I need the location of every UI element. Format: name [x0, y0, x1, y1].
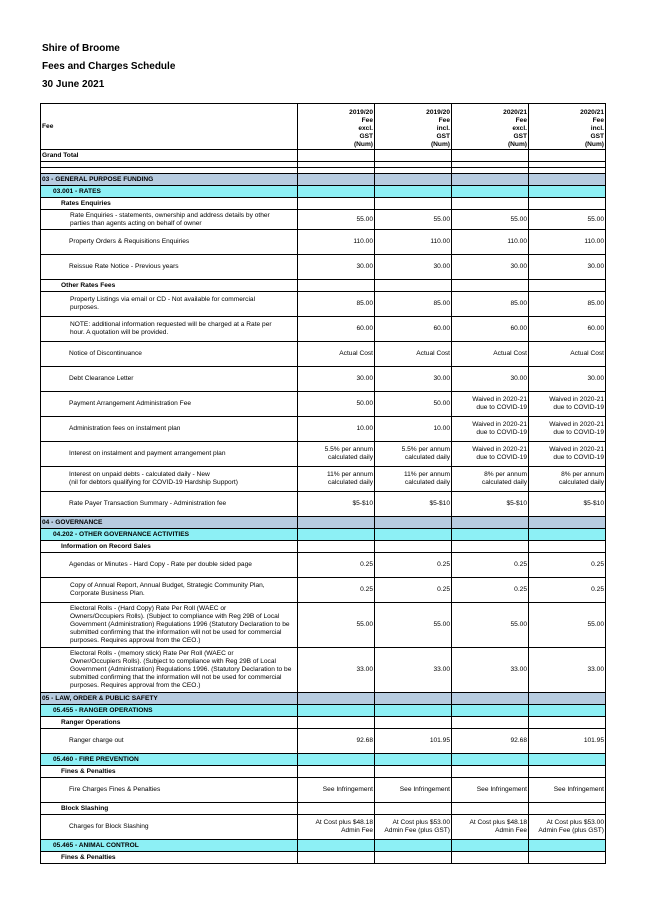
fee-2019-20-incl: 60.00 [375, 317, 452, 342]
fee-2019-20-excl: 11% per annum calculated daily [298, 467, 375, 492]
fee-2019-20-excl: 0.25 [298, 578, 375, 603]
fee-2019-20-excl: 30.00 [298, 255, 375, 280]
category-row [41, 852, 606, 864]
organisation-name: Shire of Broome [42, 43, 120, 54]
fee-2019-20-excl: 55.00 [298, 603, 375, 648]
column-header-2019-20-incl: 2019/20 Fee incl. GST (Num) [375, 104, 452, 150]
table-row [41, 492, 606, 517]
fee-2020-21-excl: 55.00 [452, 603, 529, 648]
fee-2019-20-excl: See Infringement [298, 778, 375, 803]
fee-description: Reissue Rate Notice - Previous years [41, 255, 298, 280]
column-header-fee: Fee [41, 104, 298, 150]
fee-description: Rate Enquiries - statements, ownership and address details by other parties than agents acting on behalf of owner [41, 210, 298, 230]
fee-2020-21-excl: Waived in 2020-21 due to COVID-19 [452, 417, 529, 442]
table-row [41, 255, 606, 280]
fee-2020-21-excl: 0.25 [452, 578, 529, 603]
fee-2020-21-excl: At Cost plus $48.18 Admin Fee [452, 815, 529, 840]
section-row [41, 174, 606, 186]
fee-2020-21-incl: At Cost plus $53.00 Admin Fee (plus GST) [529, 815, 606, 840]
subsection-row [41, 840, 606, 852]
table-row [41, 342, 606, 367]
fee-2019-20-incl: 55.00 [375, 603, 452, 648]
fee-2019-20-incl: Actual Cost [375, 342, 452, 367]
fees-table [40, 103, 606, 864]
fee-2020-21-incl: 33.00 [529, 648, 606, 693]
fee-description: Copy of Annual Report, Annual Budget, Strategic Community Plan, Corporate Business Plan. [41, 578, 298, 603]
category-row [41, 803, 606, 815]
category-label: Fines & Penalties [41, 766, 298, 778]
fee-2020-21-excl: 0.25 [452, 553, 529, 578]
table-row [41, 210, 606, 230]
fee-description: Ranger charge out [41, 729, 298, 754]
fee-2020-21-incl: $5-$10 [529, 492, 606, 517]
fee-description: Charges for Block Slashing [41, 815, 298, 840]
fee-2019-20-incl: 50.00 [375, 392, 452, 417]
fee-2020-21-excl: 30.00 [452, 255, 529, 280]
fee-2020-21-incl: 110.00 [529, 230, 606, 255]
section-row [41, 693, 606, 705]
fee-2020-21-incl: 0.25 [529, 553, 606, 578]
fee-description: Fire Charges Fines & Penalties [41, 778, 298, 803]
fee-2020-21-excl: 85.00 [452, 292, 529, 317]
table-row [41, 729, 606, 754]
fee-2019-20-incl: 5.5% per annum calculated daily [375, 442, 452, 467]
fee-2020-21-incl: 30.00 [529, 255, 606, 280]
fee-2020-21-excl: 30.00 [452, 367, 529, 392]
grand-total-label: Grand Total [41, 150, 298, 162]
section-label: 03 - GENERAL PURPOSE FUNDING [41, 174, 298, 186]
fee-2019-20-incl: $5-$10 [375, 492, 452, 517]
subsection-row [41, 754, 606, 766]
category-label: Fines & Penalties [41, 852, 298, 864]
document-date: 30 June 2021 [42, 79, 105, 90]
fee-description: Agendas or Minutes - Hard Copy - Rate per double sided page [41, 553, 298, 578]
fee-2019-20-incl: 0.25 [375, 578, 452, 603]
fee-2019-20-incl: See Infringement [375, 778, 452, 803]
category-row [41, 198, 606, 210]
fee-2020-21-incl: 101.95 [529, 729, 606, 754]
grand-total-row [41, 150, 606, 162]
fee-2020-21-excl: 55.00 [452, 210, 529, 230]
category-label: Block Slashing [41, 803, 298, 815]
fee-description: Interest on unpaid debts - calculated daily - New (nil for debtors qualifying for COVID-19 Hardship Support) [41, 467, 298, 492]
fee-2019-20-incl: 0.25 [375, 553, 452, 578]
fee-description: Administration fees on instalment plan [41, 417, 298, 442]
fee-description: Property Orders & Requisitions Enquiries [41, 230, 298, 255]
fee-2020-21-incl: 0.25 [529, 578, 606, 603]
fee-2019-20-excl: 60.00 [298, 317, 375, 342]
section-row [41, 517, 606, 529]
document-title: Fees and Charges Schedule [42, 61, 176, 72]
subsection-row [41, 186, 606, 198]
fee-2019-20-excl: 55.00 [298, 210, 375, 230]
fee-2020-21-excl: 92.68 [452, 729, 529, 754]
section-label: 05 - LAW, ORDER & PUBLIC SAFETY [41, 693, 298, 705]
table-row [41, 392, 606, 417]
table-row [41, 317, 606, 342]
fee-2020-21-excl: $5-$10 [452, 492, 529, 517]
category-label: Other Rates Fees [41, 280, 298, 292]
table-row [41, 648, 606, 693]
fee-2020-21-excl: Actual Cost [452, 342, 529, 367]
fee-description: Payment Arrangement Administration Fee [41, 392, 298, 417]
table-row [41, 578, 606, 603]
subsection-row [41, 705, 606, 717]
fee-2020-21-incl: 85.00 [529, 292, 606, 317]
fee-2020-21-incl: 30.00 [529, 367, 606, 392]
fee-2019-20-incl: 101.95 [375, 729, 452, 754]
fee-2019-20-incl: 30.00 [375, 367, 452, 392]
fee-2020-21-incl: Actual Cost [529, 342, 606, 367]
table-row [41, 553, 606, 578]
fee-2019-20-excl: Actual Cost [298, 342, 375, 367]
fee-2020-21-excl: 110.00 [452, 230, 529, 255]
fee-2019-20-excl: 92.68 [298, 729, 375, 754]
table-row [41, 417, 606, 442]
category-row [41, 541, 606, 553]
fee-2019-20-incl: 110.00 [375, 230, 452, 255]
table-row [41, 778, 606, 803]
fee-description: Property Listings via email or CD - Not available for commercial purposes. [41, 292, 298, 317]
category-label: Information on Record Sales [41, 541, 298, 553]
table-row [41, 230, 606, 255]
fee-description: Interest on instalment and payment arrangement plan [41, 442, 298, 467]
fee-2020-21-excl: 8% per annum calculated daily [452, 467, 529, 492]
subsection-label: 05.465 - ANIMAL CONTROL [41, 840, 298, 852]
table-row [41, 292, 606, 317]
column-header-2020-21-incl: 2020/21 Fee incl. GST (Num) [529, 104, 606, 150]
fee-2019-20-incl: 33.00 [375, 648, 452, 693]
fee-2019-20-excl: 10.00 [298, 417, 375, 442]
table-row [41, 467, 606, 492]
fee-2019-20-incl: 30.00 [375, 255, 452, 280]
fee-description: Rate Payer Transaction Summary - Administration fee [41, 492, 298, 517]
subsection-label: 05.460 - FIRE PREVENTION [41, 754, 298, 766]
table-row [41, 603, 606, 648]
fee-2020-21-excl: See Infringement [452, 778, 529, 803]
section-label: 04 - GOVERNANCE [41, 517, 298, 529]
fee-description: NOTE: additional information requested will be charged at a Rate per hour. A quotation will be provided. [41, 317, 298, 342]
fee-2019-20-excl: 50.00 [298, 392, 375, 417]
fee-description: Electoral Rolls - (memory stick) Rate Per Roll (WAEC or Owner/Occupiers Rolls). (Subject to compliance with Reg 29B of Local Government (Administration) Regulations 1996. (Statutory Declaration to be submitted confirming that the information will not be used for commercial purposes. Requires approval from the CEO.) [41, 648, 298, 693]
fee-2019-20-excl: 85.00 [298, 292, 375, 317]
table-row [41, 442, 606, 467]
table-row [41, 367, 606, 392]
fee-2019-20-excl: 0.25 [298, 553, 375, 578]
fee-2020-21-incl: Waived in 2020-21 due to COVID-19 [529, 417, 606, 442]
category-row [41, 766, 606, 778]
fee-2019-20-excl: 5.5% per annum calculated daily [298, 442, 375, 467]
subsection-label: 03.001 - RATES [41, 186, 298, 198]
subsection-row [41, 529, 606, 541]
fee-2019-20-incl: 11% per annum calculated daily [375, 467, 452, 492]
category-row [41, 717, 606, 729]
fee-2020-21-incl: Waived in 2020-21 due to COVID-19 [529, 442, 606, 467]
category-label: Ranger Operations [41, 717, 298, 729]
fee-2019-20-incl: 85.00 [375, 292, 452, 317]
fee-2019-20-excl: At Cost plus $48.18 Admin Fee [298, 815, 375, 840]
fee-2019-20-excl: 33.00 [298, 648, 375, 693]
table-header-row [41, 104, 606, 150]
fee-description: Notice of Discontinuance [41, 342, 298, 367]
subsection-label: 04.202 - OTHER GOVERNANCE ACTIVITIES [41, 529, 298, 541]
fee-2019-20-incl: 10.00 [375, 417, 452, 442]
fee-2020-21-incl: 60.00 [529, 317, 606, 342]
fee-2020-21-excl: 60.00 [452, 317, 529, 342]
subsection-label: 05.455 - RANGER OPERATIONS [41, 705, 298, 717]
fee-description: Debt Clearance Letter [41, 367, 298, 392]
fee-2020-21-excl: Waived in 2020-21 due to COVID-19 [452, 442, 529, 467]
table-row [41, 815, 606, 840]
fee-2020-21-excl: Waived in 2020-21 due to COVID-19 [452, 392, 529, 417]
category-row [41, 280, 606, 292]
category-label: Rates Enquiries [41, 198, 298, 210]
fee-2020-21-incl: Waived in 2020-21 due to COVID-19 [529, 392, 606, 417]
fee-2020-21-incl: 8% per annum calculated daily [529, 467, 606, 492]
column-header-2019-20-excl: 2019/20 Fee excl. GST (Num) [298, 104, 375, 150]
fee-2020-21-incl: 55.00 [529, 603, 606, 648]
fee-2019-20-incl: 55.00 [375, 210, 452, 230]
fee-description: Electoral Rolls - (Hard Copy) Rate Per Roll (WAEC or Owners/Occupiers Rolls). (Subject to compliance with Reg 29B of Local Government (Administration) Regulations 1996 (Statutory Declaration to be submitted confirming that the information will not be used for commercial purposes. Requires approval from the CEO.) [41, 603, 298, 648]
fee-2020-21-incl: 55.00 [529, 210, 606, 230]
fee-2019-20-incl: At Cost plus $53.00 Admin Fee (plus GST) [375, 815, 452, 840]
fee-2019-20-excl: 30.00 [298, 367, 375, 392]
fee-2019-20-excl: $5-$10 [298, 492, 375, 517]
fee-2020-21-excl: 33.00 [452, 648, 529, 693]
column-header-2020-21-excl: 2020/21 Fee excl. GST (Num) [452, 104, 529, 150]
fee-2019-20-excl: 110.00 [298, 230, 375, 255]
fee-2020-21-incl: See Infringement [529, 778, 606, 803]
